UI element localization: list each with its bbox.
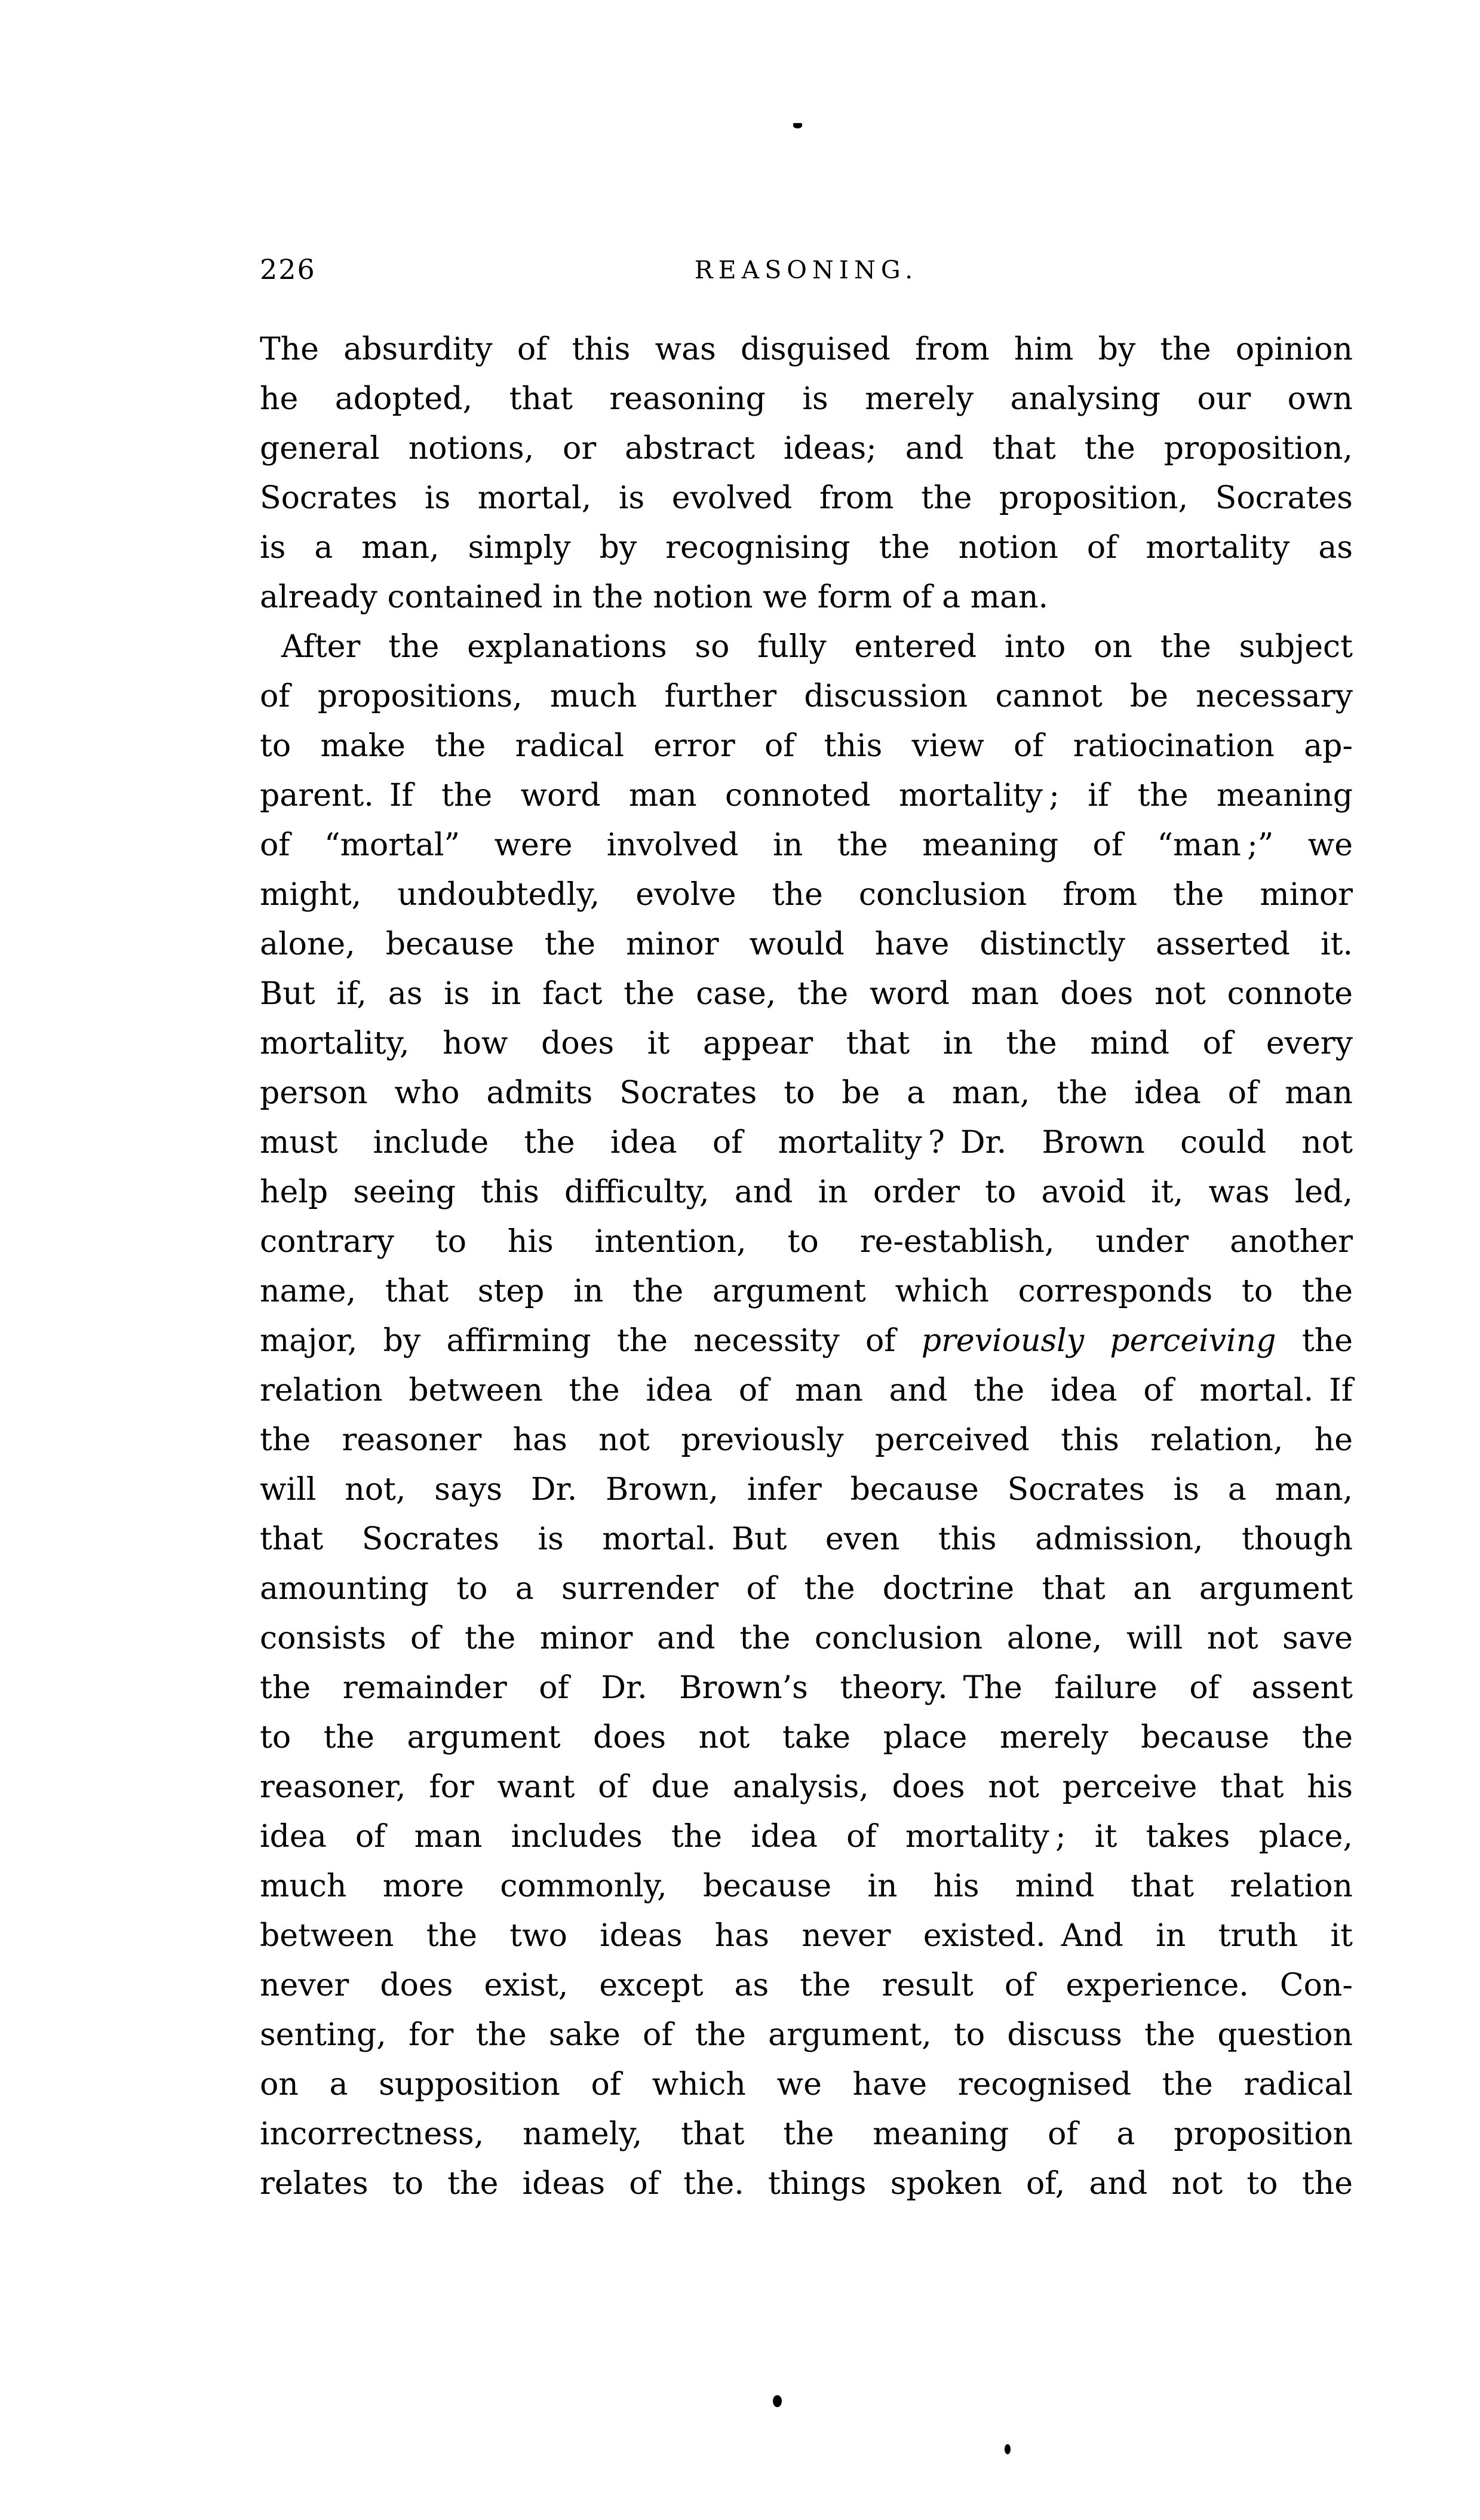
text-line: help seeing this difficulty, and in order to avoid it, was led, bbox=[260, 1174, 1353, 1210]
italic-phrase: previously perceiving bbox=[921, 1323, 1276, 1359]
text-line: reasoner, for want of due analysis, does not perceive that his bbox=[260, 1769, 1353, 1805]
text-line: might, undoubtedly, evolve the conclusion from the minor bbox=[260, 877, 1353, 913]
ink-speck bbox=[793, 123, 802, 128]
text-line: consists of the minor and the conclusion alone, will not save bbox=[260, 1620, 1353, 1656]
text-line: alone, because the minor would have distinctly asserted it. bbox=[260, 926, 1353, 962]
text-line: will not, says Dr. Brown, infer because Socrates is a man, bbox=[260, 1472, 1353, 1508]
text-line: amounting to a surrender of the doctrine that an argument bbox=[260, 1571, 1353, 1607]
text-line: the reasoner has not previously perceived this relation, he bbox=[260, 1422, 1353, 1458]
text-line: parent. If the word man connoted mortality ; if the meaning bbox=[260, 778, 1353, 814]
text-line: between the two ideas has never existed. And in truth it bbox=[260, 1918, 1353, 1954]
text-line: senting, for the sake of the argument, to discuss the question bbox=[260, 2017, 1353, 2053]
text-line: general notions, or abstract ideas; and that the proposition, bbox=[260, 431, 1353, 466]
text-line: of “mortal” were involved in the meaning of “man ;” we bbox=[260, 827, 1353, 863]
text-line: he adopted, that reasoning is merely analysing our own bbox=[260, 381, 1353, 417]
text-line: But if, as is in fact the case, the word man does not connote bbox=[260, 976, 1353, 1012]
text-line: After the explanations so fully entered into on the subject bbox=[281, 629, 1353, 665]
page-body bbox=[260, 325, 1353, 2209]
text-line: relation between the idea of man and the idea of mortal. If bbox=[260, 1373, 1353, 1408]
text-line: of propositions, much further discussion cannot be necessary bbox=[260, 679, 1353, 714]
page-header bbox=[260, 252, 1353, 291]
text-line: name, that step in the argument which corresponds to the bbox=[260, 1273, 1353, 1309]
text-line: mortality, how does it appear that in the mind of every bbox=[260, 1026, 1353, 1061]
text-line: the remainder of Dr. Brown’s theory. The failure of assent bbox=[260, 1670, 1353, 1706]
text-segment: the bbox=[1276, 1323, 1353, 1359]
text-line: is a man, simply by recognising the notion of mortality as bbox=[260, 530, 1353, 566]
text-line: contrary to his intention, to re-establish, under another bbox=[260, 1224, 1353, 1260]
text-line: on a supposition of which we have recognised the radical bbox=[260, 2067, 1353, 2102]
text-line: relates to the ideas of the. things spoken of, and not to the bbox=[260, 2166, 1353, 2202]
text-line: to make the radical error of this view of ratiocination ap- bbox=[260, 728, 1353, 764]
text-line: much more commonly, because in his mind that relation bbox=[260, 1868, 1353, 1904]
text-line: incorrectness, namely, that the meaning of a proposition bbox=[260, 2116, 1353, 2152]
text-line: that Socrates is mortal. But even this admission, though bbox=[260, 1521, 1353, 1557]
text-line: to the argument does not take place merely because the bbox=[260, 1720, 1353, 1755]
text-line: The absurdity of this was disguised from him by the opinion bbox=[260, 332, 1353, 367]
text-line: person who admits Socrates to be a man, the idea of man bbox=[260, 1075, 1353, 1111]
text-line: already contained in the notion we form of a man. bbox=[260, 579, 1048, 615]
text-line: must include the idea of mortality ? Dr. Brown could not bbox=[260, 1125, 1353, 1161]
page-number: 226 bbox=[260, 253, 316, 286]
text-line: never does exist, except as the result of experience. Con- bbox=[260, 1967, 1353, 2003]
text-line: idea of man includes the idea of mortality ; it takes place, bbox=[260, 1819, 1353, 1855]
text-line bbox=[260, 1316, 1353, 1366]
ink-speck bbox=[1005, 2444, 1011, 2454]
running-head: REASONING. bbox=[694, 256, 919, 284]
ink-speck bbox=[773, 2395, 782, 2407]
text-line: Socrates is mortal, is evolved from the proposition, Socrates bbox=[260, 480, 1353, 516]
text-segment: major, by affirming the necessity of bbox=[260, 1323, 922, 1359]
